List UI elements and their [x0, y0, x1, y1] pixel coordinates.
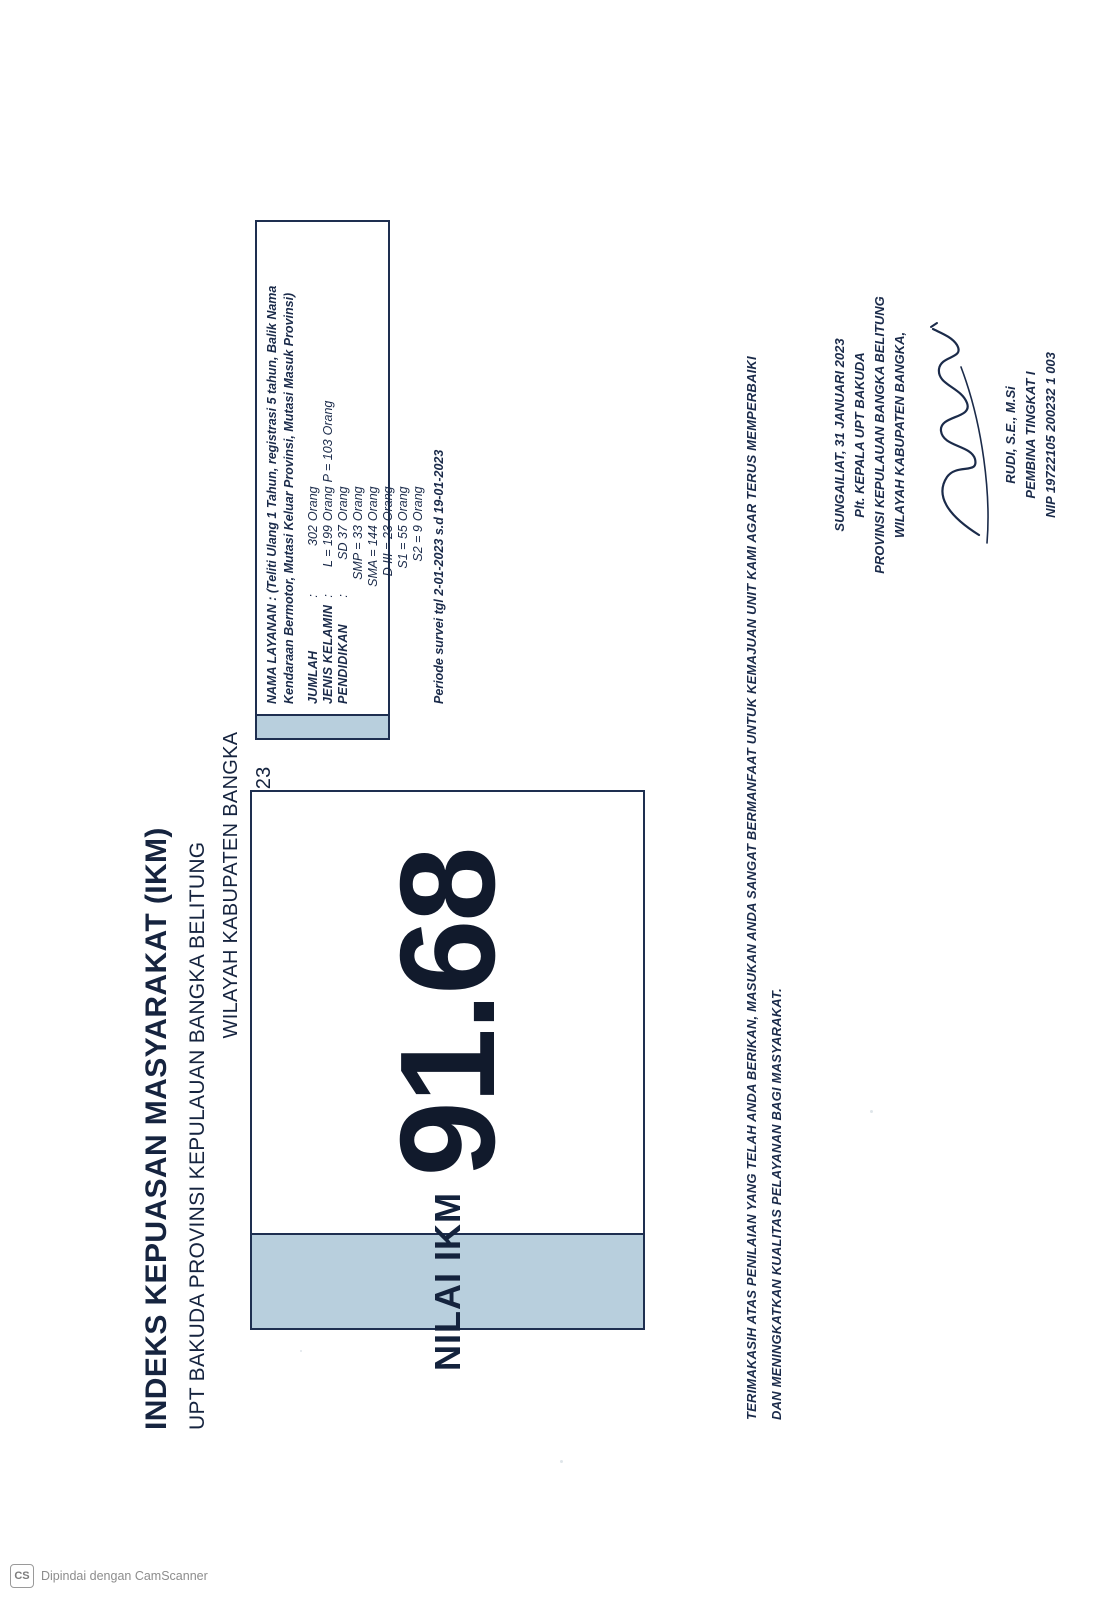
stat-unit: Orang: [350, 486, 365, 522]
stat-value-2: [351, 435, 366, 482]
signature-rank: PEMBINA TINGKAT I: [1022, 371, 1038, 499]
stat-key: PENDIDIKAN: [335, 624, 350, 704]
stat-colon: :: [320, 594, 335, 598]
table-row: [381, 397, 396, 704]
stat-key: [411, 601, 426, 704]
signature-place-date: SUNGAILIAT, 31 JANUARI 2023: [832, 338, 847, 532]
stat-key: JUMLAH: [305, 650, 320, 704]
respondent-stats-table: [306, 397, 426, 704]
stat-unit: Orang: [410, 486, 425, 522]
stat-value: SMA = 144: [365, 525, 380, 587]
header-subtitle-region: WILAYAH KABUPATEN BANGKA: [220, 731, 242, 1039]
stat-value: SMP = 33: [350, 525, 365, 580]
stat-unit: Orang: [320, 486, 335, 522]
stat-unit-2: [381, 397, 396, 436]
scan-speck: [300, 1350, 302, 1352]
signature-role-line-3: WILAYAH KABUPATEN BANGKA,: [892, 331, 908, 539]
stat-colon: [411, 587, 426, 601]
stat-value: L = 199: [320, 525, 335, 567]
camscanner-watermark: [10, 1564, 208, 1588]
stat-value-2: [306, 435, 321, 482]
stat-unit-2: [396, 397, 411, 436]
survey-period-text: Periode survei tgl 2-01-2023 s.d 19-01-2023: [431, 449, 446, 704]
ikm-score-box: [250, 790, 645, 1371]
ikm-value-panel: [252, 792, 643, 1233]
stat-unit: Orang: [305, 486, 320, 522]
header-subtitle-institution: UPT BAKUDA PROVINSI KEPULAUAN BANGKA BELITUNG: [186, 841, 209, 1430]
stat-unit-2: [366, 397, 381, 436]
info-box-body: [257, 222, 446, 714]
signature-block: [830, 270, 1061, 600]
stat-unit: Orang: [380, 486, 395, 522]
table-row: [336, 397, 351, 704]
stat-colon: [396, 587, 411, 601]
stat-value: 302: [305, 525, 320, 546]
handwritten-signature: [917, 270, 997, 600]
stat-value: S1 = 55: [395, 525, 410, 569]
stat-key: [381, 601, 396, 704]
service-name-line: [264, 232, 298, 704]
camscanner-logo-icon: CS: [10, 1564, 34, 1588]
stat-key: [351, 601, 366, 704]
stat-colon: :: [305, 594, 320, 598]
scan-speck: [870, 1110, 873, 1113]
stat-value: S2 = 9: [410, 525, 425, 562]
service-name-text: (Teliti Ulang 1 Tahun, registrasi 5 tahun, Balik Nama Kendaraan Bermotor, Mutasi Keluar Provinsi, Mutasi Masuk Provinsi): [265, 285, 296, 704]
ikm-label-panel: [252, 1192, 643, 1371]
signature-name: RUDI, S.E., M.Si: [1002, 386, 1018, 484]
stat-colon: [381, 587, 396, 601]
table-row: [306, 397, 321, 704]
scan-speck: [560, 1460, 563, 1463]
stat-unit-2: [351, 397, 366, 436]
table-row: [351, 397, 366, 704]
stat-unit-2: [306, 397, 321, 436]
camscanner-text: Dipindai dengan CamScanner: [41, 1569, 208, 1583]
stat-unit: Orang: [365, 486, 380, 522]
stat-unit-2: Orang: [320, 400, 335, 436]
signature-role-line-2: PROVINSI KEPULAUAN BANGKA BELITUNG: [872, 296, 888, 574]
stat-value-2: [366, 435, 381, 482]
signature-nip: NIP 19722105 200232 1 003: [1042, 352, 1058, 518]
page-title: INDEKS KEPUASAN MASYARAKAT (IKM): [140, 827, 173, 1430]
stat-value-2: [411, 435, 426, 482]
stat-key: [396, 601, 411, 704]
table-row: [411, 397, 426, 704]
thank-you-paragraph: TERIMAKASIH ATAS PENILAIAN YANG TELAH ANDA BERIKAN, MASUKAN ANDA SANGAT BERMANFAAT UNTUK KEMAJUAN UNIT KAMI AGAR TERUS MEMPERBAIKI DAN MENINGKATKAN KUALITAS PELAYANAN BAGI MASYARAKAT.: [744, 356, 784, 1420]
stat-value: SD 37: [335, 525, 350, 560]
stat-value-2: [381, 435, 396, 482]
stat-value-2: P = 103: [320, 439, 335, 483]
stat-value-2: [336, 435, 351, 482]
table-row: [321, 397, 336, 704]
stat-colon: :: [335, 594, 350, 598]
stat-value: D III = 23: [380, 525, 395, 577]
ikm-label-text: NILAI IKM: [426, 1192, 468, 1371]
stat-value-2: [396, 435, 411, 482]
table-row: [396, 397, 411, 704]
signature-role-line-1: Plt. KEPALA UPT BAKUDA: [852, 352, 868, 518]
stat-unit-2: [336, 397, 351, 436]
stat-key: [366, 601, 381, 704]
ikm-value-text: 91.68: [372, 848, 523, 1177]
stat-key: JENIS KELAMIN: [320, 604, 335, 704]
stat-unit-2: [411, 397, 426, 436]
stat-unit: Orang: [335, 486, 350, 522]
stat-colon: [351, 587, 366, 601]
survey-info-box: [255, 220, 446, 740]
stat-colon: [366, 587, 381, 601]
stat-unit: Orang: [395, 486, 410, 522]
info-box-accent-strip: [257, 714, 388, 738]
table-row: [366, 397, 381, 704]
service-name-label: NAMA LAYANAN :: [265, 596, 279, 704]
